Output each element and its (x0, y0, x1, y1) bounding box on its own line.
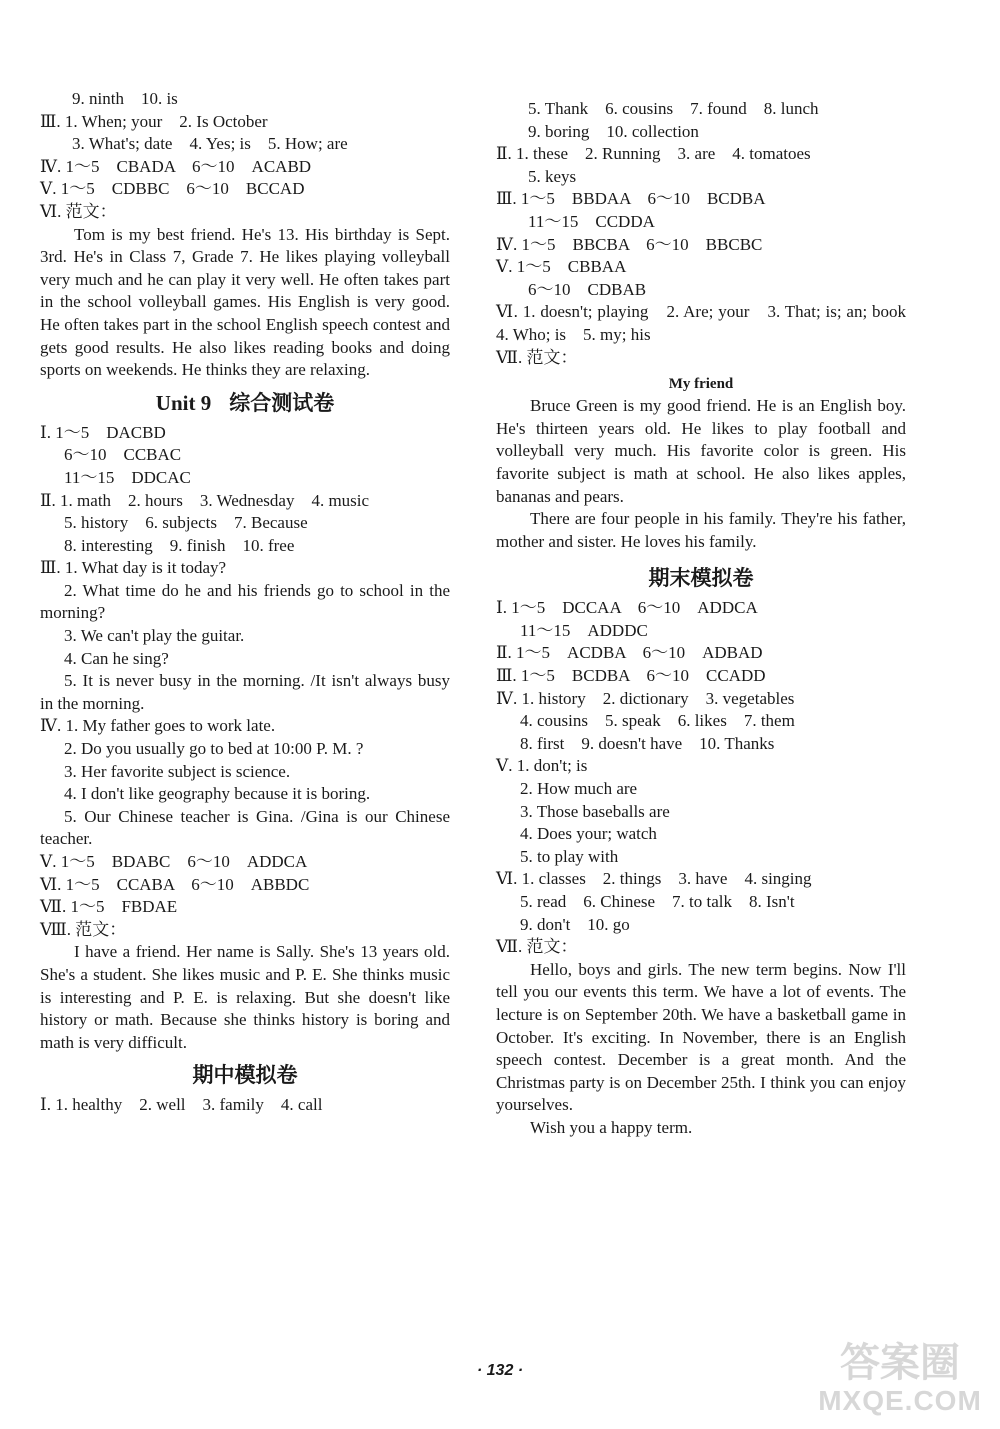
answer-line: Ⅲ. 1～5 BCDBA 6～10 CCADD (496, 666, 766, 686)
unit9-title-en: Unit 9 (155, 390, 212, 415)
answer-line: Ⅳ. 1～5 BBCBA 6～10 BBCBC (496, 234, 763, 254)
answer-line: 5. Our Chinese teacher is Gina. /Gina is our Chinese teacher. (40, 806, 450, 849)
answer-line: 5. history 6. subjects 7. Because (64, 513, 308, 533)
answer-line: 11～15 DDCAC (64, 467, 191, 487)
answer-line: Ⅳ. 1～5 CBADA 6～10 ACABD (40, 156, 312, 176)
unit9-section-title (40, 390, 450, 416)
answer-line: 9. don't 10. go (520, 914, 630, 934)
answer-line: Ⅱ. 1～5 ACDBA 6～10 ADBAD (496, 643, 763, 663)
answer-line: 11～15 ADDDC (520, 620, 648, 640)
answer-line: 4. Can he sing? (64, 648, 169, 668)
answer-line: Ⅰ. 1～5 DCCAA 6～10 ADDCA (496, 598, 758, 618)
page-number: · 132 · (476, 1362, 524, 1379)
answer-line: Ⅴ. 1. don't; is (496, 756, 588, 776)
answer-line: Ⅵ. 1～5 CCABA 6～10 ABBDC (40, 874, 310, 894)
answer-line: 4. I don't like geography because it is boring. (64, 784, 371, 804)
answer-line: 5. to play with (520, 846, 619, 866)
final-section-title: 期末模拟卷 (648, 566, 754, 591)
answer-line: Ⅶ. 1～5 FBDAE (40, 897, 178, 917)
answer-line: 4. Does your; watch (520, 824, 657, 844)
sample-essay: Bruce Green is my good friend. He is an English boy. He's thirteen years old. He likes to play football and volleyball very much. His favorite color is green. His favorite subject is math at school. He also likes apples, bananas and pears. (496, 396, 906, 506)
answer-line: Ⅱ. 1. math 2. hours 3. Wednesday 4. music (40, 490, 370, 510)
answer-line: Ⅳ. 1. My father goes to work late. (40, 716, 276, 736)
answer-line: 4. cousins 5. speak 6. likes 7. them (520, 711, 795, 731)
answer-line: Ⅷ. 范文： (40, 919, 127, 939)
answer-line: 3. Her favorite subject is science. (64, 761, 291, 781)
answer-line: 5. It is never busy in the morning. /It isn't always busy in the morning. (40, 671, 450, 713)
sample-essay: Wish you a happy term. (530, 1117, 693, 1137)
answer-line: Ⅶ. 范文： (496, 347, 578, 367)
answer-line: Ⅵ. 范文： (40, 201, 117, 221)
answer-line: Ⅰ. 1. healthy 2. well 3. family 4. call (40, 1095, 323, 1115)
sample-essay: Hello, boys and girls. The new term begins. Now I'll tell you our events this term. We have a lot of events. The lecture is on September 20th. We have a basketball game in October. It's exciting. In November, there is an English speech contest. December is a great month. And the Christmas party is on December 25th. I think you can enjoy yourselves. (496, 959, 906, 1115)
answer-line: 3. Those baseballs are (520, 801, 670, 821)
answer-line: 2. What time do he and his friends go to school in the morning? (40, 580, 450, 623)
answer-line: Ⅲ. 1. What day is it today? (40, 558, 227, 578)
answer-line: 5. read 6. Chinese 7. to talk 8. Isn't (520, 892, 795, 911)
answer-line: Ⅴ. 1～5 CBBAA (496, 257, 627, 277)
watermark-text-cn: 答案圈 (840, 1340, 960, 1386)
watermark-text-url: MXQE.COM (818, 1385, 982, 1416)
answer-line: 8. interesting 9. finish 10. free (64, 535, 295, 555)
answer-line: 2. How much are (520, 779, 638, 799)
answer-line: 9. ninth 10. is (72, 89, 178, 108)
answer-line: 6～10 CDBAB (528, 279, 647, 299)
answer-line: 5. keys (528, 166, 577, 186)
sample-essay: I have a friend. Her name is Sally. She's 13 years old. She's a student. She likes music and P. E. She thinks music is interesting and P. E. is relaxing. But she doesn't like history or math. Because she thinks history is boring and math is very difficult. (40, 942, 450, 1052)
unit9-title-cn: 综合测试卷 (229, 390, 335, 415)
answer-line: Ⅴ. 1～5 BDABC 6～10 ADDCA (40, 852, 308, 871)
answer-line: Ⅱ. 1. these 2. Running 3. are 4. tomatoes (496, 144, 811, 164)
sample-essay: There are four people in his family. They're his father, mother and sister. He loves his family. (496, 509, 906, 551)
answer-line: Ⅴ. 1～5 CDBBC 6～10 BCCAD (40, 179, 305, 199)
sample-essay: Tom is my best friend. He's 13. His birthday is Sept. 3rd. He's in Class 7, Grade 7. He likes playing volleyball very much and he can play it very well. He often takes part in the school volleyball games. His English is very good. He often takes part in the school English speech contest and gets good results. He also likes reading books and doing sports on weekends. He thinks they are relaxing. (40, 224, 450, 380)
left-column (40, 88, 450, 1117)
answer-line: Ⅰ. 1～5 DACBD (40, 422, 166, 442)
answer-line: 3. What's; date 4. Yes; is 5. How; are (72, 134, 348, 154)
answer-line: Ⅲ. 1～5 BBDAA 6～10 BCDBA (496, 189, 766, 209)
answer-line: 8. first 9. doesn't have 10. Thanks (520, 733, 775, 753)
answer-line: 5. Thank 6. cousins 7. found 8. lunch (528, 99, 819, 118)
answer-line: Ⅲ. 1. When; your 2. Is October (40, 111, 268, 131)
right-column (496, 98, 923, 1140)
midterm-section-title: 期中模拟卷 (192, 1063, 298, 1088)
answer-line: Ⅶ. 范文： (496, 937, 578, 957)
answer-line: Ⅵ. 1. classes 2. things 3. have 4. singing (496, 869, 812, 889)
answer-line: Ⅵ. 1. doesn't; playing 2. Are; your 3. That; is; an; book 4. Who; is 5. my; his (496, 302, 923, 344)
answer-line: 11～15 CCDDA (528, 211, 655, 231)
answer-line: Ⅳ. 1. history 2. dictionary 3. vegetables (496, 688, 795, 708)
essay-title: My friend (668, 376, 734, 393)
answer-line: 6～10 CCBAC (64, 445, 182, 465)
answer-line: 3. We can't play the guitar. (64, 626, 245, 646)
answer-line: 9. boring 10. collection (528, 121, 699, 141)
watermark-logo (812, 1340, 988, 1420)
answer-line: 2. Do you usually go to bed at 10:00 P. M. ? (64, 739, 364, 759)
